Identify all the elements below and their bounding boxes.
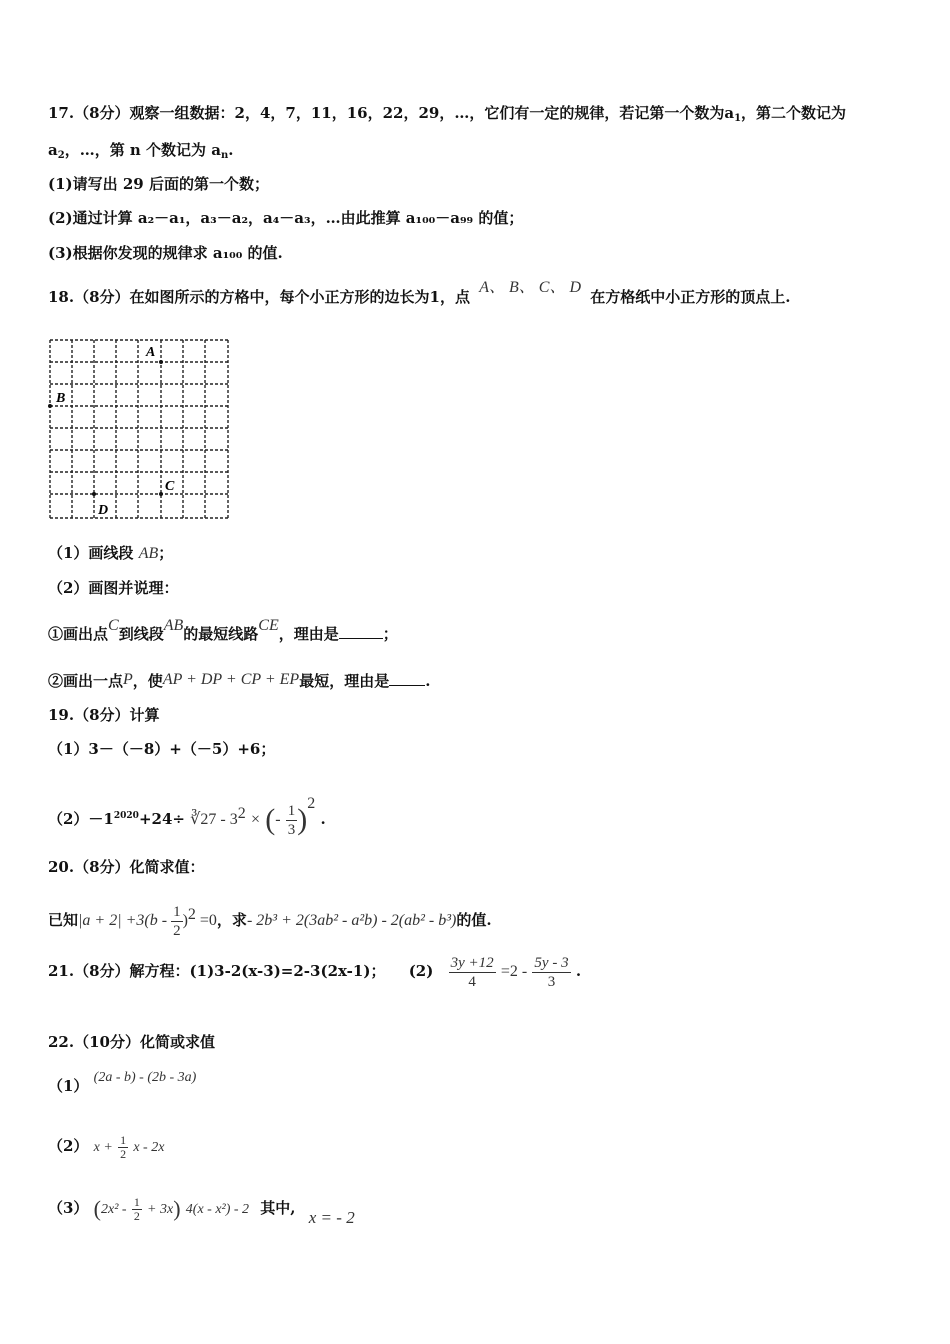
q22-part3: （3） (2x² - $\frac{1}{2}$ + 3x) 4(x - x²) - 2 其中, x = - 2 bbox=[48, 1194, 355, 1227]
point-a bbox=[159, 360, 163, 364]
label-b: B bbox=[56, 391, 66, 406]
label-c: C bbox=[165, 479, 175, 494]
q21-fraction-1: $\frac{3y +12}{4}$ bbox=[450, 954, 494, 990]
q19-part2: $(2)-1^{2020}+24\div$ ∛27 - $3^2$ × (- $\frac{1}{3}$ )$^2$ . bbox=[48, 795, 326, 838]
q18-sub2: ②画出一点P，使AP + DP + CP + EP最短，理由是 . bbox=[48, 671, 431, 690]
q19-fraction: $\frac{1}{3}$ bbox=[287, 802, 296, 838]
answer-blank-1[interactable] bbox=[339, 624, 383, 639]
q18-sub1: ①画出点C到线段AB的最短线路CE，理由是 ； bbox=[48, 617, 398, 643]
q17-line1: 17.（8分）观察一组数据：2，4，7，11，16，22，29，…，它们有一定的规律，若记第一个数为$a_1$，第二个数记为 bbox=[48, 104, 847, 124]
grid-figure bbox=[48, 336, 232, 524]
point-c bbox=[159, 492, 163, 496]
q17-line2: $a_2$，…，第 n 个数记为 $a_n$. bbox=[48, 141, 234, 161]
q18-part1: （1）画线段 AB； bbox=[48, 544, 174, 562]
q17-part3: (3)根据你发现的规律求 a₁₀₀ 的值. bbox=[48, 244, 283, 262]
point-d bbox=[92, 492, 96, 496]
q20-body: 已知|a + 2| +3(b - $\frac{1}{2}$ )$^2$ =0，求- 2b³ + 2(3ab² - a²b) - 2(ab² - b³)的值. bbox=[48, 903, 492, 939]
q18-stem: 18.（8分）在如图所示的方格中，每个小正方形的边长为1，点 A、 B、 C、 D 在方格纸中小正方形的顶点上. bbox=[48, 279, 791, 306]
q22-stem: 22.（10分）化简或求值 bbox=[48, 1033, 215, 1051]
q21-fraction-2: $\frac{5y - 3}{3}$ bbox=[534, 954, 569, 990]
q17-part2: (2)通过计算 a₂－a₁，a₃－a₂，a₄－a₃，…由此推算 a₁₀₀－a₉₉ 的值； bbox=[48, 209, 524, 227]
q22-fraction-2: $\frac{1}{2}$ bbox=[120, 1132, 127, 1161]
q19-part1: （1）3－（－8）+（－5）+6； bbox=[48, 740, 276, 758]
answer-blank-2[interactable] bbox=[389, 671, 425, 686]
q22-part2: （2） x + $\frac{1}{2}$ x - 2x bbox=[48, 1132, 165, 1161]
q21-line: 21.（8分）解方程：(1)3-2(x-3)=2-3(2x-1)； (2) $\frac{3y +12}{4}$ =2 - $\frac{5y - 3}{3}$ . bbox=[48, 954, 582, 990]
q20-fraction: $\frac{1}{2}$ bbox=[173, 903, 181, 939]
q22-fraction-3: $\frac{1}{2}$ bbox=[133, 1194, 140, 1223]
q17-part1: (1)请写出 29 后面的第一个数； bbox=[48, 175, 269, 193]
grid-lines bbox=[50, 340, 228, 518]
point-b bbox=[48, 404, 52, 408]
q18-part2: （2）画图并说理： bbox=[48, 579, 179, 597]
label-d: D bbox=[98, 503, 109, 518]
q19-stem: 19.（8分）计算 bbox=[48, 706, 160, 724]
label-a: A bbox=[146, 345, 156, 360]
q22-part1: （1） (2a - b) - (2b - 3a) bbox=[48, 1070, 197, 1095]
q20-stem: 20.（8分）化简求值： bbox=[48, 858, 205, 876]
